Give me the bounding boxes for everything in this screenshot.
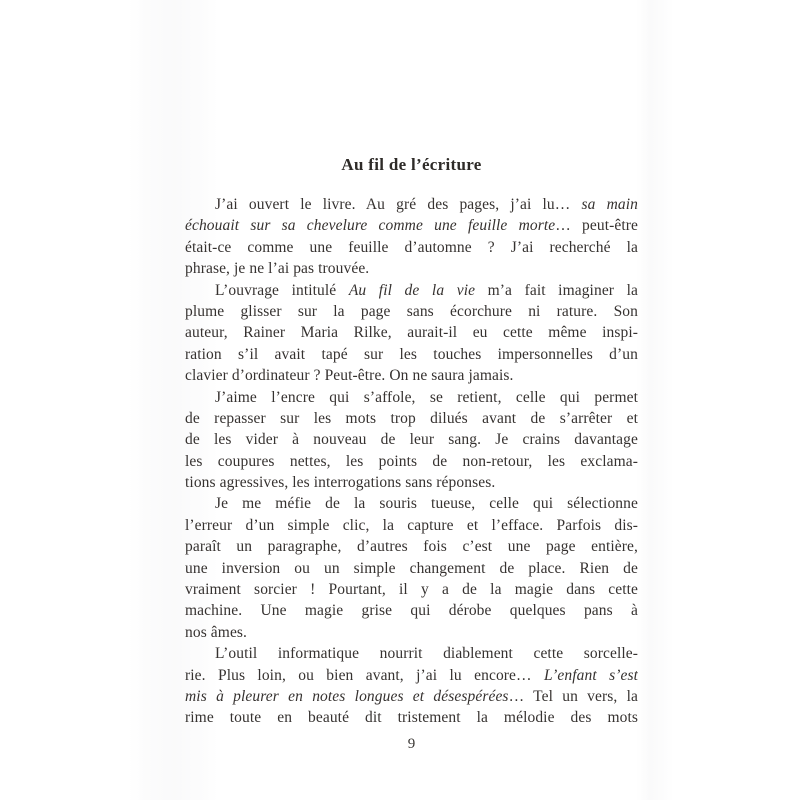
text-run: rime toute en beauté dit tristement la mélodie des mots — [185, 709, 638, 727]
text-run: m’a fait imaginer la — [475, 281, 638, 299]
text-run-italic: L’enfant s’est — [543, 666, 638, 684]
text-run-italic: mis à pleurer en notes longues et désespérées — [185, 687, 509, 705]
text-line — [185, 194, 638, 215]
text-line — [185, 665, 638, 686]
text-line — [185, 280, 638, 301]
text-run: était-ce comme une feuille d’automne ? J’ai recherché la — [185, 238, 638, 256]
text-run-italic: sa main — [581, 196, 638, 213]
text-run: clavier d’ordinateur ? Peut-être. On ne saura jamais. — [185, 367, 514, 385]
text-line — [185, 515, 638, 536]
text-line — [185, 387, 638, 408]
text-run: l’erreur d’un simple clic, la capture et l’efface. Parfois dis- — [185, 516, 638, 534]
chapter-title: Au fil de l’écriture — [341, 155, 482, 174]
body-text — [185, 194, 638, 729]
text-run: phrase, je ne l’ai pas trouvée. — [185, 260, 370, 278]
text-line — [185, 622, 638, 643]
text-line — [185, 365, 638, 386]
text-run: vraiment sorcier ! Pourtant, il y a de la magie dans cette — [185, 581, 638, 599]
text-run: … peut-être — [555, 217, 638, 235]
text-line — [185, 558, 638, 579]
text-line — [185, 451, 638, 472]
text-line — [185, 258, 638, 279]
text-run: L’ouvrage intitulé — [215, 281, 349, 299]
text-line — [185, 707, 638, 728]
text-line — [185, 493, 638, 514]
page-number: 9 — [407, 736, 416, 752]
text-run-italic: échouait sur sa chevelure comme une feuille morte — [185, 217, 556, 235]
text-line — [185, 579, 638, 600]
text-line — [185, 643, 638, 664]
text-line — [185, 408, 638, 429]
text-line — [185, 344, 638, 365]
text-run: ration s’il avait tapé sur les touches impersonnelles d’un — [185, 345, 638, 363]
text-run: plume glisser sur la page sans écorchure ni rature. Son — [185, 302, 638, 320]
text-run: … Tel un vers, la — [508, 687, 638, 705]
text-line — [185, 686, 638, 707]
text-line — [185, 472, 638, 493]
text-run: L’outil informatique nourrit diablement cette sorcelle- — [215, 645, 638, 663]
text-run: machine. Une magie grise qui dérobe quelques pans à — [185, 602, 638, 620]
text-run: auteur, Rainer Maria Rilke, aurait-il eu cette même inspi- — [185, 324, 638, 342]
text-run: de repasser sur les mots trop dilués avant de s’arrêter et — [185, 409, 638, 427]
text-run: de les vider à nouveau de leur sang. Je crains davantage — [185, 431, 638, 449]
text-line — [185, 429, 638, 450]
text-run: J’ai ouvert le livre. Au gré des pages, j’ai lu… — [215, 196, 582, 213]
text-run: les coupures nettes, les points de non-retour, les exclama- — [185, 452, 638, 470]
text-run: une inversion ou un simple changement de place. Rien de — [185, 559, 638, 577]
text-run: paraît un paragraphe, d’autres fois c’est une page entière, — [185, 538, 638, 556]
text-run: J’aime l’encre qui s’affole, se retient, celle qui permet — [215, 388, 638, 406]
text-line — [185, 215, 638, 236]
text-run: rie. Plus loin, ou bien avant, j’ai lu encore… — [185, 666, 544, 684]
text-run-italic: Au fil de la vie — [348, 281, 476, 299]
text-run: Je me méfie de la souris tueuse, celle qui sélectionne — [215, 495, 638, 513]
text-line — [185, 600, 638, 621]
text-line — [185, 301, 638, 322]
text-run: nos âmes. — [185, 623, 248, 641]
text-line — [185, 237, 638, 258]
text-line — [185, 536, 638, 557]
text-run: tions agressives, les interrogations sans réponses. — [185, 474, 496, 492]
text-line — [185, 322, 638, 343]
